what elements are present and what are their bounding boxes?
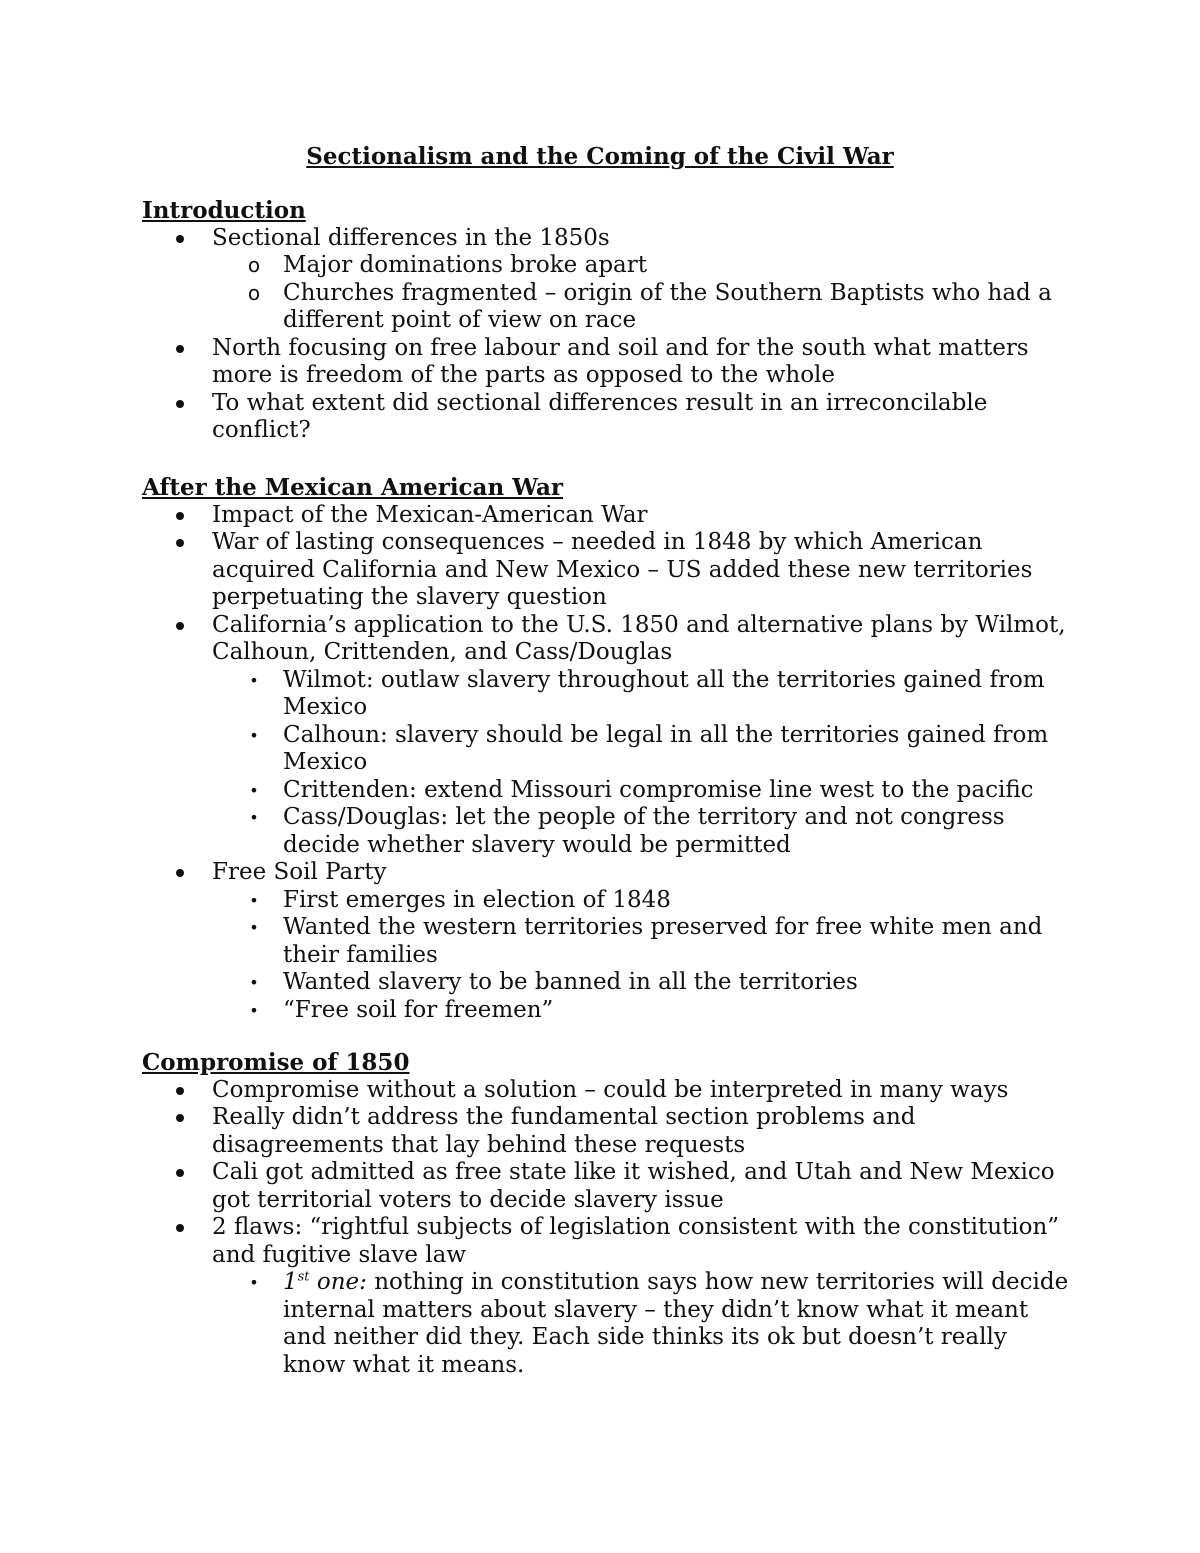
sub-list-item-text	[283, 1269, 1068, 1378]
list-item	[0, 529, 1072, 612]
section-heading: After the Mexican American War	[142, 474, 564, 501]
list-item-text: Really didn’t address the fundamental section problems and disagreements that lay behind these requests	[212, 1104, 916, 1158]
bullet-icon	[176, 622, 184, 630]
bullet-icon	[176, 512, 184, 520]
bullet-list	[0, 502, 1200, 1025]
sub-list-item	[0, 777, 1073, 805]
sub-list-item-text: Wanted the western territories preserved for free white men and their families	[283, 914, 1043, 968]
list-item	[0, 502, 1072, 530]
list-item-text: Compromise without a solution – could be interpreted in many ways	[212, 1076, 1009, 1103]
list-item	[0, 1104, 1072, 1159]
dot-bullet-icon: •	[249, 808, 259, 827]
list-item	[0, 390, 1072, 445]
list-item-text: Impact of the Mexican-American War	[212, 501, 648, 528]
section-heading: Introduction	[142, 197, 306, 224]
sub-list-item	[0, 667, 1073, 722]
ordinal-suffix: st	[297, 1269, 310, 1285]
bullet-icon	[176, 235, 184, 243]
sub-list-item-text: Churches fragmented – origin of the Southern Baptists who had a different point of view on race	[283, 279, 1052, 333]
list-item	[0, 1214, 1072, 1379]
circle-bullet-icon: o	[247, 280, 261, 305]
sub-bullet-list	[0, 252, 1072, 335]
bullet-icon	[176, 400, 184, 408]
list-item	[0, 225, 1072, 335]
bullet-icon	[176, 345, 184, 353]
bullet-list	[0, 225, 1200, 445]
sub-list-item-text: “Free soil for freemen”	[283, 996, 554, 1023]
bullet-list	[0, 1077, 1200, 1380]
sub-list-item	[0, 969, 1073, 997]
sub-list-item	[0, 722, 1073, 777]
sub-list-item-text: Wanted slavery to be banned in all the territories	[283, 969, 858, 995]
dot-bullet-icon: •	[249, 670, 259, 690]
list-item	[0, 612, 1072, 860]
list-item-text: 2 flaws: “rightful subjects of legislation consistent with the constitution” and fugitive slave law	[212, 1214, 1060, 1268]
sub-list-item	[0, 997, 1073, 1025]
list-item	[0, 1159, 1072, 1214]
bullet-icon	[176, 869, 184, 877]
list-item	[0, 335, 1072, 390]
section-compromise-of-1850	[0, 1049, 1200, 1379]
bullet-icon	[176, 1169, 184, 1177]
dot-bullet-icon: •	[249, 890, 259, 910]
bullet-icon	[176, 1224, 184, 1232]
sub-list-item	[0, 252, 1073, 280]
section-introduction	[0, 197, 1200, 445]
sub-list-item	[0, 914, 1073, 969]
sub-list-item-text: Major dominations broke apart	[283, 252, 647, 278]
circle-bullet-icon: o	[247, 253, 261, 277]
sub-list-item-text: Cass/Douglas: let the people of the territory and not congress decide whether slavery would be permitted	[283, 804, 1005, 858]
list-item-text: Free Soil Party	[212, 859, 387, 885]
sub-list-item	[0, 280, 1073, 335]
sub-bullet-list	[0, 667, 1072, 860]
italic-label: one:	[309, 1269, 367, 1295]
sub-list-item	[0, 804, 1073, 859]
sub-list-item-text: Wilmot: outlaw slavery throughout all the territories gained from Mexico	[283, 666, 1045, 720]
dot-bullet-icon: •	[249, 1273, 259, 1292]
dot-bullet-icon: •	[249, 973, 259, 992]
sub-bullet-list	[0, 887, 1072, 1025]
dot-bullet-icon: •	[249, 725, 259, 745]
list-item-text: Sectional differences in the 1850s	[212, 224, 610, 251]
list-item-text: North focusing on free labour and soil and for the south what matters more is freedom of the parts as opposed to the whole	[212, 334, 1029, 388]
list-item-text: To what extent did sectional differences result in an irreconcilable conflict?	[212, 389, 988, 443]
sub-list-item-text: Crittenden: extend Missouri compromise line west to the pacific	[283, 776, 1034, 803]
list-item-text: Cali got admitted as free state like it wished, and Utah and New Mexico got territorial voters to decide slavery issue	[212, 1159, 1055, 1213]
sub-list-item-text: Calhoun: slavery should be legal in all the territories gained from Mexico	[283, 721, 1049, 775]
sub-list-item	[0, 887, 1073, 915]
sub-bullet-list	[0, 1269, 1072, 1379]
section-heading: Compromise of 1850	[142, 1049, 410, 1076]
list-item-text: War of lasting consequences – needed in 1848 by which American acquired California and New Mexico – US added these new territories perpetuating the slavery question	[212, 529, 1033, 610]
ordinal-number: 1	[283, 1269, 298, 1295]
section-after-mexican-american-war	[0, 474, 1200, 1024]
list-item	[0, 859, 1072, 1024]
list-item-text: California’s application to the U.S. 1850 and alternative plans by Wilmot, Calhoun, Crittenden, and Cass/Douglas	[212, 611, 1066, 665]
bullet-icon	[176, 1087, 184, 1095]
bullet-icon	[176, 1114, 184, 1122]
list-item	[0, 1077, 1072, 1105]
sub-list-item	[0, 1269, 1073, 1379]
dot-bullet-icon: •	[249, 918, 259, 937]
page-title: Sectionalism and the Coming of the Civil War	[306, 143, 894, 170]
bullet-icon	[176, 539, 184, 547]
dot-bullet-icon: •	[249, 1000, 259, 1020]
sub-list-item-text: First emerges in election of 1848	[283, 886, 671, 913]
sub-list-item-rest: nothing in constitution says how new territories will decide internal matters about slavery – they didn’t know what it meant and neither did they. Each side thinks its ok but doesn’t really know what it means.	[283, 1269, 1069, 1378]
dot-bullet-icon: •	[249, 780, 259, 800]
